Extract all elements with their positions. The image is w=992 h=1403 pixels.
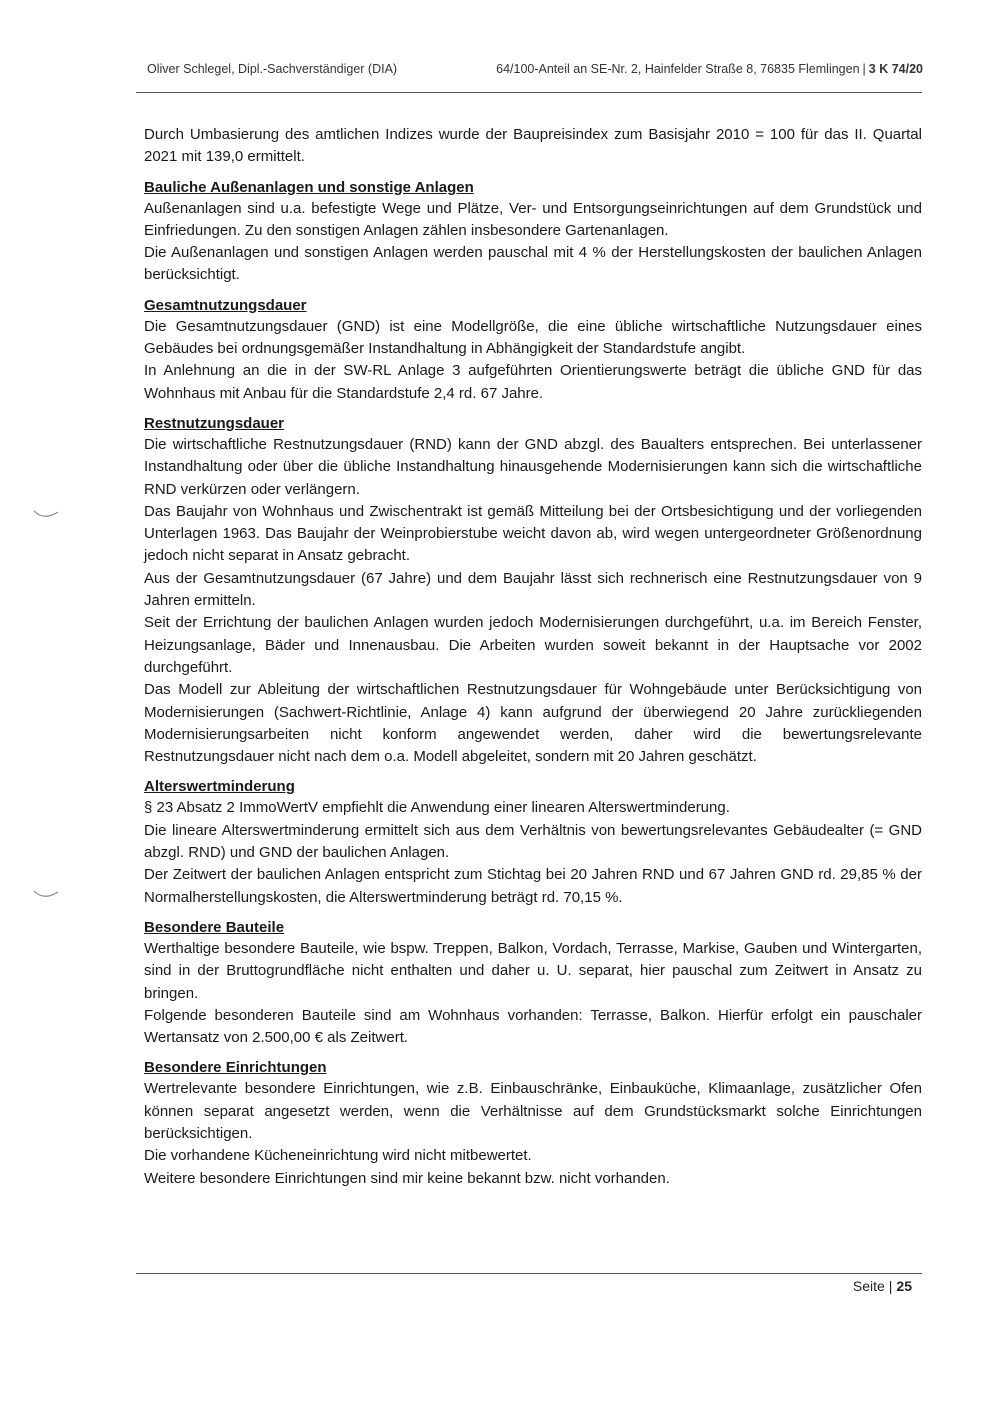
header-separator: | — [862, 62, 866, 76]
paragraph: Wertrelevante besondere Einrichtungen, wie z.B. Einbauschränke, Einbauküche, Klimaanlage, zusätzlicher Ofen können separat angesetzt werden, wenn die Verhältnisse auf dem Grundstücksmarkt solche Einrichtungen berücksichtigen. — [144, 1080, 922, 1142]
section-heading: Gesamtnutzungsdauer — [144, 296, 307, 314]
document-body — [144, 124, 922, 1190]
page-number: 25 — [896, 1278, 912, 1294]
section-besondere-bauteile — [144, 918, 922, 1049]
paragraph: Die Gesamtnutzungsdauer (GND) ist eine Modellgröße, die eine übliche wirtschaftliche Nutzungsdauer eines Gebäudes bei ordnungsgemäßer Instandhaltung in Abhängigkeit der Standardstufe angibt. — [144, 317, 922, 358]
section-aussenanlagen — [144, 178, 922, 287]
header-divider — [136, 92, 922, 93]
paragraph: In Anlehnung an die in der SW-RL Anlage 3 aufgeführten Orientierungswerte beträgt die übliche GND für das Wohnhaus mit Anbau für die Standardstufe 2,4 rd. 67 Jahre. — [144, 362, 922, 402]
section-besondere-einrichtungen — [144, 1058, 922, 1189]
section-heading: Besondere Bauteile — [144, 918, 285, 936]
section-alterswertminderung — [144, 777, 922, 908]
margin-check-mark-icon — [33, 509, 59, 519]
paragraph: Die Außenanlagen und sonstigen Anlagen werden pauschal mit 4 % der Herstellungskosten der baulichen Anlagen berücksichtigt. — [144, 244, 922, 284]
paragraph: Werthaltige besondere Bauteile, wie bspw. Treppen, Balkon, Vordach, Terrasse, Markise, Gauben und Wintergarten, sind in der Bruttogrundfläche nicht enthalten und daher u. U. separat, hier pauschal zum Zeitwert in Ansatz zu bringen. — [144, 939, 922, 1002]
paragraph: Seit der Errichtung der baulichen Anlagen wurden jedoch Modernisierungen durchgeführt, u.a. im Bereich Fenster, Heizungsanlage, Bäder und Innenausbau. Die Arbeiten wurden soweit bekannt in der Hauptsache vor 2002 durchgeführt. — [144, 614, 922, 676]
section-heading: Alterswertminderung — [144, 778, 295, 796]
paragraph: Das Modell zur Ableitung der wirtschaftlichen Restnutzungsdauer für Wohngebäude unter Berücksichtigung von Modernisierungen (Sachwert-Richtlinie, Anlage 4) kann aufgrund der überwiegend 20 Jahre zurückliegenden Modernisierungsarbeiten nicht konform angewendet werden, daher wird die bewertungsrelevante Restnutzungsdauer nicht nach dem o.a. Modell abgeleitet, sondern mit 20 Jahren geschätzt. — [144, 681, 922, 766]
paragraph: § 23 Absatz 2 ImmoWertV empfiehlt die Anwendung einer linearen Alterswertminderung. — [144, 799, 730, 817]
paragraph: Der Zeitwert der baulichen Anlagen entspricht zum Stichtag bei 20 Jahren RND und 67 Jahren GND rd. 29,85 % der Normalherstellungskosten, die Alterswertminderung beträgt rd. 70,15 %. — [144, 866, 922, 906]
paragraph: Außenanlagen sind u.a. befestigte Wege und Plätze, Ver- und Entsorgungseinrichtungen auf dem Grundstück und Einfriedungen. Zu den sonstigen Anlagen zählen insbesondere Gartenanlagen. — [144, 199, 922, 239]
paragraph: Die lineare Alterswertminderung ermittelt sich aus dem Verhältnis von bewertungsrelevantes Gebäudealter (= GND abzgl. RND) und GND der baulichen Anlagen. — [144, 821, 922, 862]
paragraph: Das Baujahr von Wohnhaus und Zwischentrakt ist gemäß Mitteilung bei der Ortsbesichtigung und der vorliegenden Unterlagen 1963. Das Baujahr der Weinprobierstube weicht davon ab, wird wegen untergeordneter Größenordnung jedoch nicht separat in Ansatz gebracht. — [144, 502, 922, 565]
section-heading: Besondere Einrichtungen — [144, 1059, 327, 1077]
paragraph: Folgende besonderen Bauteile sind am Wohnhaus vorhanden: Terrasse, Balkon. Hierfür erfolgt ein pauschaler Wertansatz von 2.500,00 € als Zeitwert. — [144, 1006, 922, 1047]
section-heading: Restnutzungsdauer — [144, 414, 285, 432]
section-gesamtnutzungsdauer — [144, 296, 922, 405]
page-footer — [853, 1278, 912, 1294]
paragraph: Aus der Gesamtnutzungsdauer (67 Jahre) und dem Baujahr lässt sich rechnerisch eine Restnutzungsdauer von 9 Jahren ermitteln. — [144, 569, 922, 610]
page-label: Seite — [852, 1278, 885, 1294]
margin-check-mark-icon — [33, 889, 59, 899]
section-heading: Bauliche Außenanlagen und sonstige Anlagen — [144, 178, 474, 196]
paragraph: Die wirtschaftliche Restnutzungsdauer (RND) kann der GND abzgl. des Baualters entsprechen. Bei unterlassener Instandhaltung oder über die übliche Instandhaltung hinausgehende Modernisierungen kann sich die wirtschaftliche RND verkürzen oder verlängern. — [144, 435, 922, 498]
header-address: 64/100-Anteil an SE-Nr. 2, Hainfelder Straße 8, 76835 Flemlingen — [496, 62, 860, 76]
header-author: Oliver Schlegel, Dipl.-Sachverständiger (DIA) — [147, 62, 398, 76]
paragraph: Die vorhandene Kücheneinrichtung wird nicht mitbewertet. — [144, 1147, 532, 1165]
paragraph: Weitere besondere Einrichtungen sind mir keine bekannt bzw. nicht vorhanden. — [144, 1169, 670, 1187]
header-address-line — [496, 62, 923, 76]
footer-separator: | — [888, 1278, 893, 1294]
intro-paragraph: Durch Umbasierung des amtlichen Indizes wurde der Baupreisindex zum Basisjahr 2010 = 100 für das II. Quartal 2021 mit 139,0 ermittelt. — [144, 126, 922, 166]
footer-divider — [136, 1273, 922, 1274]
header-case-number: 3 K 74/20 — [868, 62, 923, 76]
section-restnutzungsdauer — [144, 414, 922, 768]
